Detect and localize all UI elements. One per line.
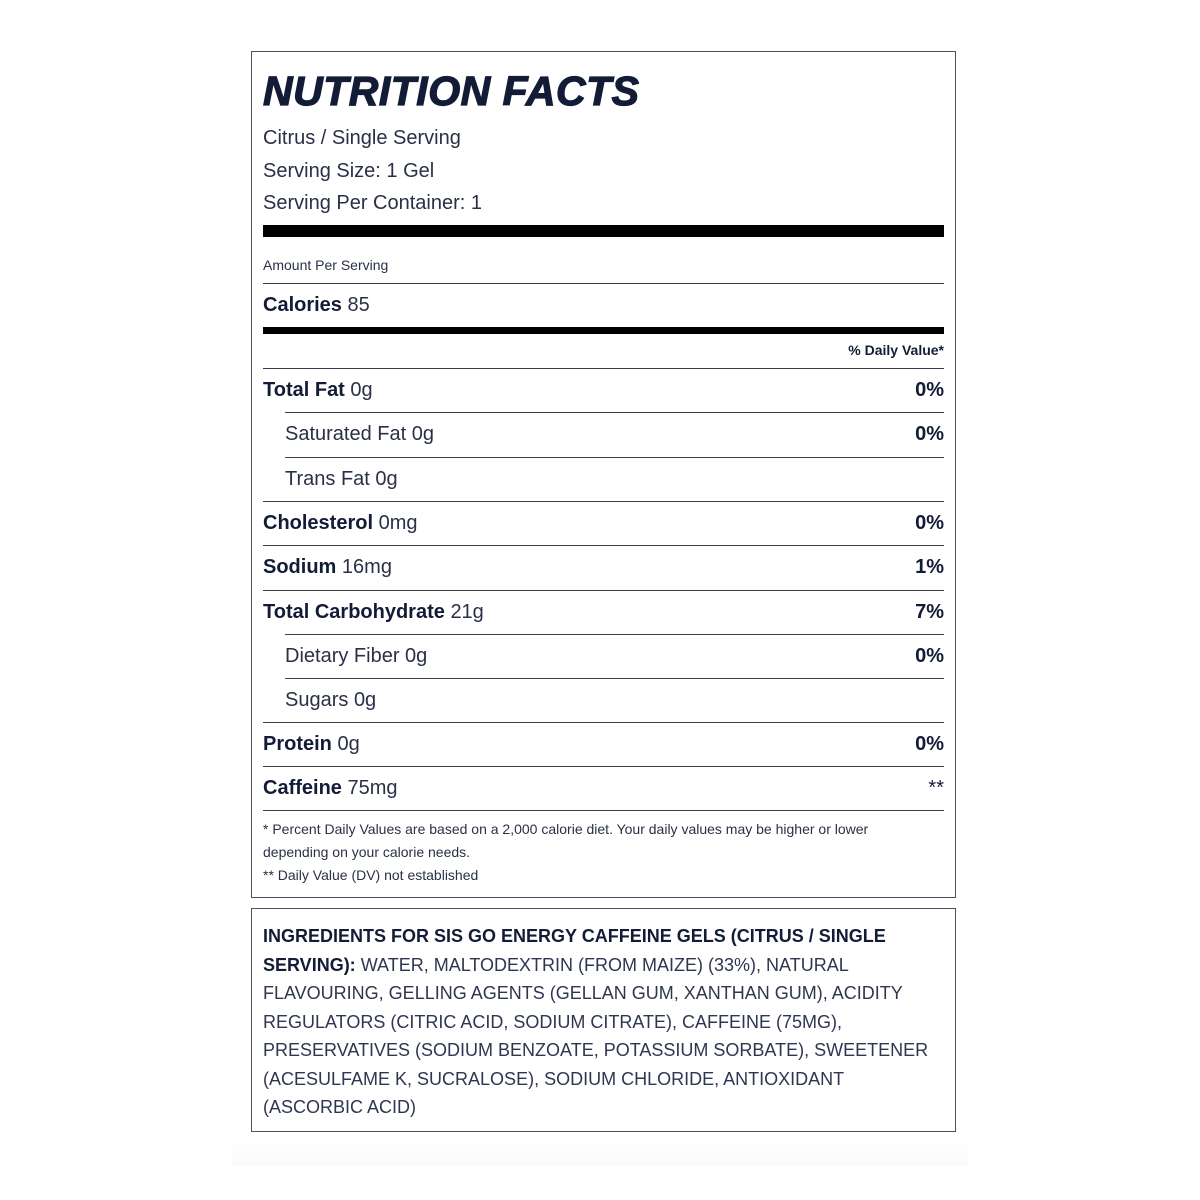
- nutrient-daily-value: **: [928, 777, 944, 799]
- nutrition-facts-panel: [251, 51, 956, 898]
- nutrient-row-total-carbohydrate: [263, 590, 944, 634]
- ingredients-heading: INGREDIENTS FOR SIS GO ENERGY CAFFEINE GELS (CITRUS / SINGLE SERVING):: [263, 926, 886, 975]
- nutrient-amount: 16mg: [341, 556, 392, 578]
- serving-size: Serving Size: 1 Gel: [263, 160, 435, 182]
- dv-not-established-footnote: ** Daily Value (DV) not established: [263, 867, 479, 883]
- daily-value-header: % Daily Value*: [848, 342, 944, 358]
- nutrient-amount: 0g: [353, 689, 377, 711]
- nutrient-row-trans-fat: [263, 457, 944, 501]
- nutrient-row-dietary-fiber: [263, 634, 944, 678]
- nutrient-row-cholesterol: [263, 501, 944, 545]
- ingredients-list: WATER, MALTODEXTRIN (FROM MAIZE) (33%), NATURAL FLAVOURING, GELLING AGENTS (GELLAN GUM, XANTHAN GUM), ACIDITY REGULATORS (CITRIC ACID, SODIUM CITRATE), CAFFEINE (75MG), PRESERVATIVES (SODIUM BENZOATE, POTASSIUM SORBATE), SWEETENER (ACESULFAME K, SUCRALOSE), SODIUM CHLORIDE, ANTIOXIDANT (ASCORBIC ACID): [263, 954, 929, 1117]
- nutrient-amount: 0g: [411, 423, 434, 445]
- ingredients-panel: [251, 908, 956, 1132]
- nutrient-amount: 21g: [450, 601, 484, 623]
- amount-per-serving: Amount Per Serving: [263, 257, 389, 273]
- servings-per-container: Serving Per Container: 1: [263, 192, 483, 214]
- nutrient-amount: 0g: [375, 468, 398, 490]
- product-variant: Citrus / Single Serving: [263, 127, 461, 149]
- nutrient-daily-value: 0%: [915, 645, 944, 667]
- nutrient-name: Saturated Fat: [285, 423, 407, 445]
- nutrient-amount: 0g: [350, 379, 373, 401]
- nutrient-daily-value: 7%: [915, 601, 944, 623]
- calories-value: 85: [347, 294, 370, 316]
- nutrient-name: Total Carbohydrate: [263, 601, 445, 623]
- thick-divider: [263, 225, 944, 237]
- nutrient-name: Dietary Fiber: [285, 645, 400, 667]
- nutrient-daily-value: 0%: [915, 379, 944, 401]
- nutrient-amount: 0g: [337, 733, 360, 755]
- nutrient-row-saturated-fat: [263, 412, 944, 456]
- nutrient-name: Protein: [263, 733, 332, 755]
- nutrient-amount: 75mg: [347, 777, 398, 799]
- nutrient-daily-value: 1%: [915, 556, 944, 578]
- medium-divider: [263, 327, 944, 334]
- nutrient-daily-value: 0%: [915, 733, 944, 755]
- daily-value-footnote: * Percent Daily Values are based on a 2,000 calorie diet. Your daily values may be higher or lower depending on your calorie needs.: [263, 821, 869, 860]
- nutrient-name: Trans Fat: [285, 468, 370, 490]
- bottom-shade: [232, 1140, 968, 1166]
- nutrient-name: Sodium: [263, 556, 337, 578]
- nutrient-amount: 0g: [405, 645, 428, 667]
- nutrient-daily-value: 0%: [915, 423, 944, 445]
- nutrient-row-total-fat: [263, 368, 944, 412]
- calories-row: [263, 283, 944, 327]
- calories-label: Calories: [263, 294, 342, 316]
- nutrient-name: Sugars: [285, 689, 349, 711]
- nutrient-name: Cholesterol: [263, 512, 374, 534]
- nutrient-amount: 0mg: [378, 512, 418, 534]
- ingredients-text: [263, 922, 944, 1122]
- nutrient-name: Caffeine: [263, 777, 342, 799]
- nutrient-row-sugars: [263, 678, 944, 722]
- nutrient-row-sodium: [263, 545, 944, 589]
- nutrition-facts-title: NUTRITION FACTS: [263, 68, 640, 114]
- nutrient-name: Total Fat: [263, 379, 345, 401]
- nutrient-row-protein: [263, 722, 944, 766]
- divider: [263, 810, 944, 811]
- nutrient-daily-value: 0%: [915, 512, 944, 534]
- nutrient-row-caffeine: [263, 766, 944, 810]
